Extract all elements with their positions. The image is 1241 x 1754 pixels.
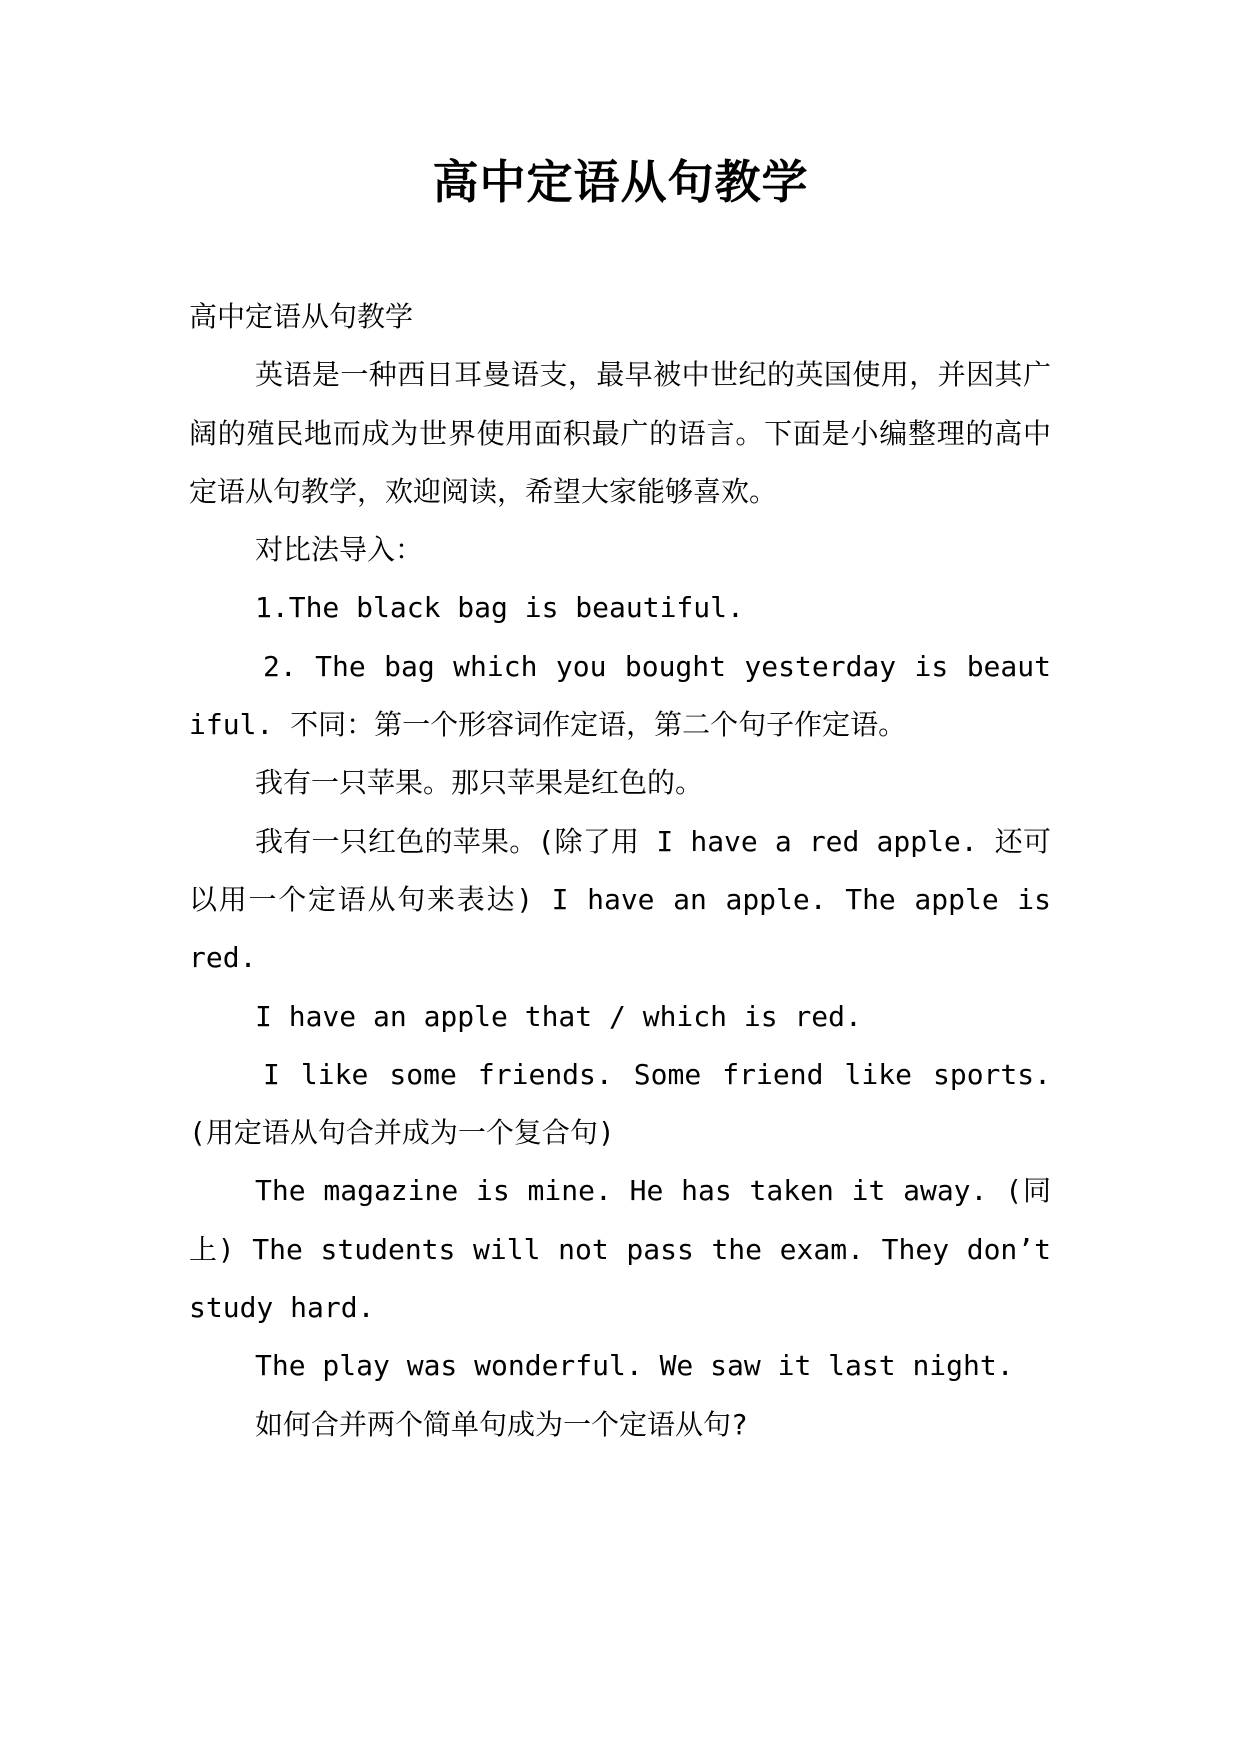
paragraph-friends: I like some friends. Some friend like sports. (用定语从句合并成为一个复合句)	[189, 1057, 1051, 1150]
paragraph-comparison-lead: 对比法导入：	[255, 533, 424, 567]
document-title: 高中定语从句教学	[432, 155, 809, 209]
document-body	[189, 288, 1051, 1454]
paragraph-example-1: 1.The black bag is beautiful.	[255, 591, 744, 625]
paragraph-apple-chinese: 我有一只苹果。那只苹果是红色的。	[255, 766, 704, 800]
paragraph-intro: 英语是一种西日耳曼语支，最早被中世纪的英国使用，并因其广阔的殖民地而成为世界使用面积最广的语言。下面是小编整理的高中定语从句教学，欢迎阅读，希望大家能够喜欢。	[189, 358, 1051, 508]
paragraph-play: The play was wonderful. We saw it last night.	[255, 1349, 1014, 1383]
body-heading: 高中定语从句教学	[189, 300, 414, 333]
paragraph-apple-clause: I have an apple that / which is red.	[255, 999, 862, 1033]
paragraph-example-2: 2. The bag which you bought yesterday is beautiful. 不同：第一个形容词作定语，第二个句子作定语。	[189, 649, 1051, 742]
paragraph-magazine: The magazine is mine. He has taken it away. (同上) The students will not pass the exam. They don’t study hard.	[189, 1174, 1051, 1325]
paragraph-apple-red: 我有一只红色的苹果。(除了用 I have a red apple. 还可以用一个定语从句来表达) I have an apple. The apple is red.	[189, 824, 1051, 975]
paragraph-question: 如何合并两个简单句成为一个定语从句?	[255, 1407, 748, 1441]
